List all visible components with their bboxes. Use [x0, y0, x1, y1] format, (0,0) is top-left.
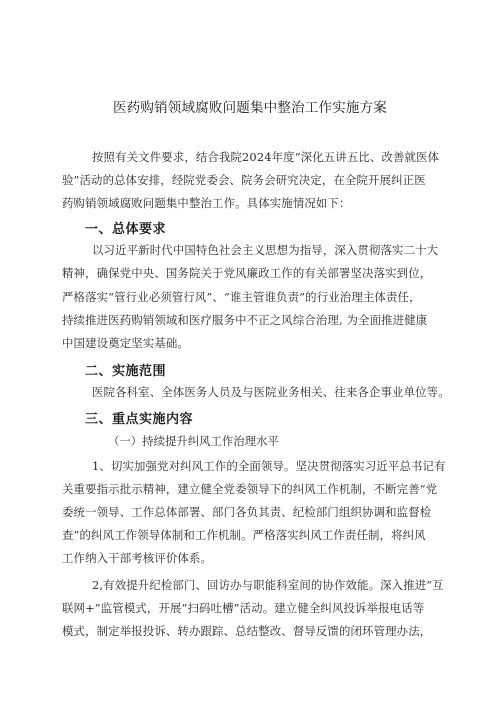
paragraph-line: 严格落实“管行业必须管行风”、“谁主管谁负责”的行业治理主体责任， [62, 290, 421, 304]
paragraph-line: 模式，制定举报投诉、转办跟踪、总结整改、督导反馈的闭环管理办法， [62, 624, 432, 638]
section-heading-scope: 二、实施范围 [85, 364, 167, 379]
paragraph-line: 以习近平新时代中国特色社会主义思想为指导，深入贯彻落实二十大 [92, 243, 439, 257]
section-heading-key-content: 三、重点实施内容 [85, 412, 194, 427]
paragraph-line: 委统一领导、工作总体部署、部门各负其责、纪检部门组织协调和监督检 [62, 505, 432, 519]
document-title: 医药购销领域腐败问题集中整治工作实施方案 [113, 100, 387, 116]
intro-line: 药购销领域腐败问题集中整治工作。具体实施情况如下： [62, 196, 351, 210]
paragraph-line: 2,有效提升纪检部门、回访办与职能科室间的协作效能。深入推进“互 [92, 578, 444, 592]
subsection-heading: （一）持续提升纠风工作治理水平 [108, 434, 279, 448]
paragraph-line: 关重要指示批示精神，建立健全党委领导下的纠风工作机制，不断完善“党 [62, 482, 438, 496]
paragraph-line: 1、切实加强党对纠风工作的全面领导。坚决贯彻落实习近平总书记有 [92, 459, 446, 473]
intro-line: 按照有关文件要求，结合我院2024年度“深化五讲五比、改善就医体 [92, 150, 440, 164]
intro-line: 验”活动的总体安排，经院党委会、院务会研究决定，在全院开展纠正医 [62, 173, 426, 187]
paragraph-line: 精神，确保党中央、国务院关于党风廉政工作的有关部署坚决落实到位， [62, 266, 432, 280]
paragraph-line: 联网+”监管模式，开展“扫码吐槽”活动。建立健全纠风投诉举报电话等 [62, 601, 425, 615]
paragraph-line: 工作纳入干部考核评价体系。 [62, 551, 213, 565]
section-heading-general: 一、总体要求 [85, 222, 167, 237]
paragraph-line: 查”的纠风工作领导体制和工作机制。严格落实纠风工作责任制，将纠风 [62, 528, 426, 542]
paragraph-line: 中国建设奠定坚实基础。 [62, 336, 189, 350]
paragraph-line: 持续推进医药购销领域和医疗服务中不正之风综合治理, 为全面推进健康 [62, 313, 428, 327]
paragraph-line: 医院各科室、全体医务人员及与医院业务相关、往来各企事业单位等。 [92, 385, 450, 399]
